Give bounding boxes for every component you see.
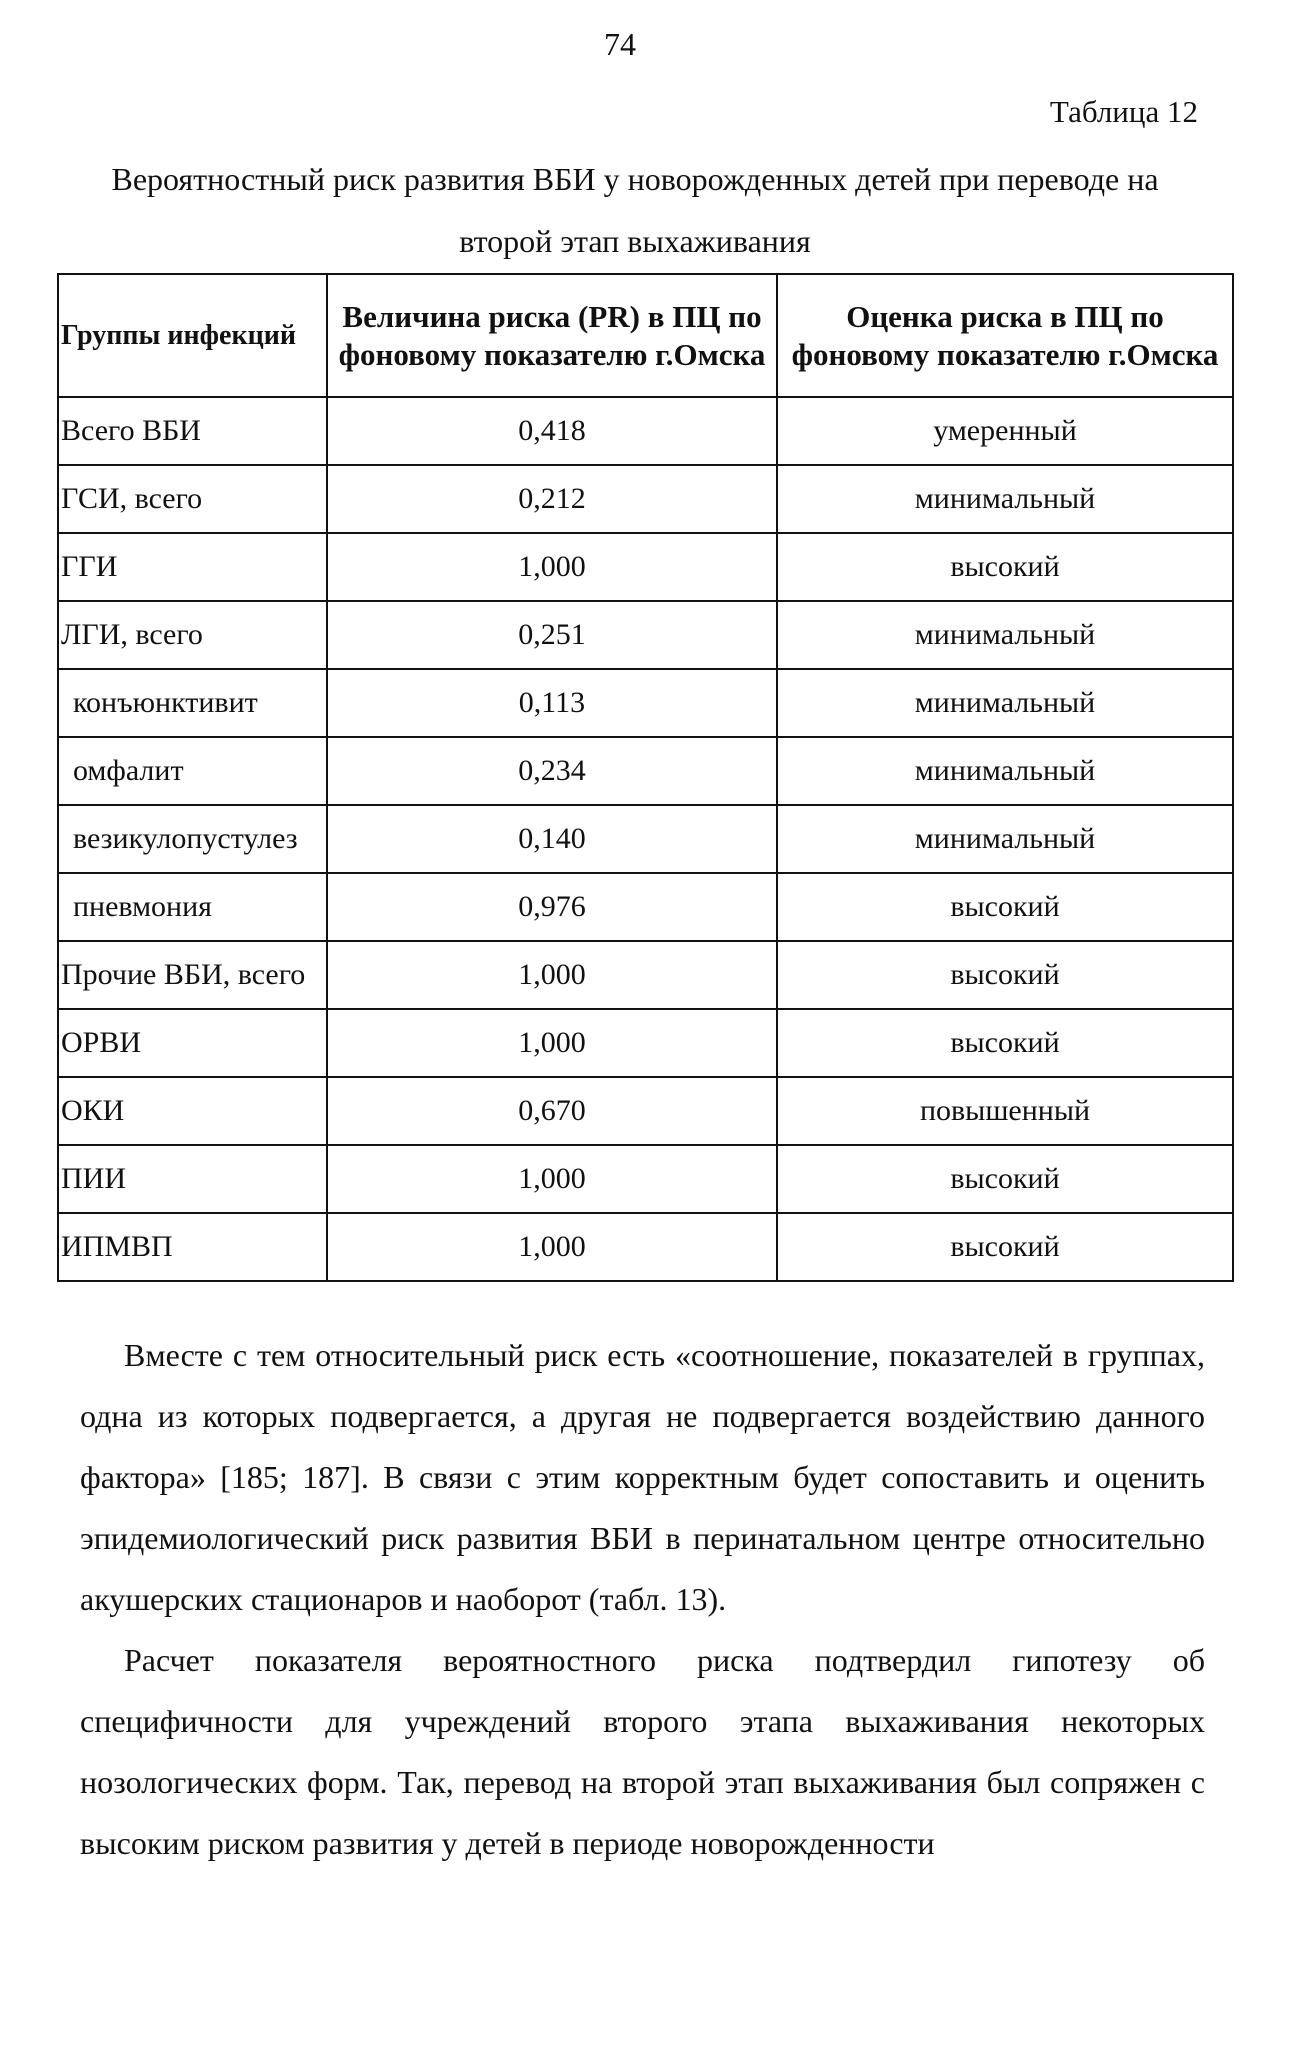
- cell-value: 0,670: [327, 1077, 777, 1145]
- cell-group: Прочие ВБИ, всего: [58, 941, 327, 1009]
- cell-risk: высокий: [777, 1009, 1233, 1077]
- cell-risk: высокий: [777, 873, 1233, 941]
- cell-group: ГСИ, всего: [58, 465, 327, 533]
- table-label: Таблица 12: [1049, 94, 1198, 129]
- table-row: [58, 737, 1233, 805]
- table-row: [58, 1077, 1233, 1145]
- cell-risk: высокий: [777, 941, 1233, 1009]
- table-row: [58, 873, 1233, 941]
- cell-value: 1,000: [327, 1213, 777, 1281]
- cell-risk: высокий: [777, 533, 1233, 601]
- table-row: [58, 1145, 1233, 1213]
- table-caption: Вероятностный риск развития ВБИ у новорожденных детей при переводе на второй этап выхаживания: [111, 161, 1159, 259]
- cell-group: везикулопустулез: [58, 805, 327, 873]
- cell-group: ОРВИ: [58, 1009, 327, 1077]
- cell-value: 0,212: [327, 465, 777, 533]
- table-row: [58, 1009, 1233, 1077]
- header-risk-assessment: Оценка риска в ПЦ по фоновому показателю г.Омска: [777, 274, 1233, 397]
- cell-value: 1,000: [327, 1009, 777, 1077]
- cell-risk: минимальный: [777, 737, 1233, 805]
- table-row: [58, 1213, 1233, 1281]
- cell-value: 1,000: [327, 941, 777, 1009]
- cell-value: 0,976: [327, 873, 777, 941]
- cell-group: пневмония: [58, 873, 327, 941]
- cell-risk: повышенный: [777, 1077, 1233, 1145]
- cell-value: 0,418: [327, 397, 777, 465]
- cell-value: 0,234: [327, 737, 777, 805]
- table-row: [58, 601, 1233, 669]
- table-row: [58, 805, 1233, 873]
- table-header-row: [58, 274, 1233, 397]
- paragraph: Расчет показателя вероятностного риска подтвердил гипотезу об специфичности для учреждений второго этапа выхаживания некоторых нозологических форм. Так, перевод на второй этап выхаживания был сопряжен с высоким риском развития у детей в периоде новорожденности: [80, 1642, 1205, 1861]
- cell-risk: умеренный: [777, 397, 1233, 465]
- cell-group: ПИИ: [58, 1145, 327, 1213]
- table-row: [58, 941, 1233, 1009]
- cell-value: 0,113: [327, 669, 777, 737]
- cell-risk: высокий: [777, 1213, 1233, 1281]
- header-risk-value: Величина риска (PR) в ПЦ по фоновому показателю г.Омска: [327, 274, 777, 397]
- cell-value: 1,000: [327, 1145, 777, 1213]
- cell-risk: минимальный: [777, 601, 1233, 669]
- table-row: [58, 533, 1233, 601]
- cell-group: ЛГИ, всего: [58, 601, 327, 669]
- cell-risk: минимальный: [777, 669, 1233, 737]
- cell-risk: минимальный: [777, 465, 1233, 533]
- cell-group: ИПМВП: [58, 1213, 327, 1281]
- cell-risk: минимальный: [777, 805, 1233, 873]
- table-row: [58, 669, 1233, 737]
- cell-group: Всего ВБИ: [58, 397, 327, 465]
- header-groups: Группы инфекций: [58, 274, 327, 397]
- cell-value: 1,000: [327, 533, 777, 601]
- page-number: 74: [604, 26, 636, 62]
- table-row: [58, 397, 1233, 465]
- cell-group: ГГИ: [58, 533, 327, 601]
- cell-group: омфалит: [58, 737, 327, 805]
- cell-group: ОКИ: [58, 1077, 327, 1145]
- cell-value: 0,251: [327, 601, 777, 669]
- body-text: [80, 1325, 1205, 1874]
- paragraph: Вместе с тем относительный риск есть «соотношение, показателей в группах, одна из которых подвергается, а другая не подвергается воздействию данного фактора» [185; 187]. В связи с этим корректным будет сопоставить и оценить эпидемиологический риск развития ВБИ в перинатальном центре относительно акушерских стационаров и наоборот (табл. 13).: [80, 1337, 1205, 1617]
- risk-table: [57, 273, 1234, 1282]
- cell-group: конъюнктивит: [58, 669, 327, 737]
- table-row: [58, 465, 1233, 533]
- cell-risk: высокий: [777, 1145, 1233, 1213]
- cell-value: 0,140: [327, 805, 777, 873]
